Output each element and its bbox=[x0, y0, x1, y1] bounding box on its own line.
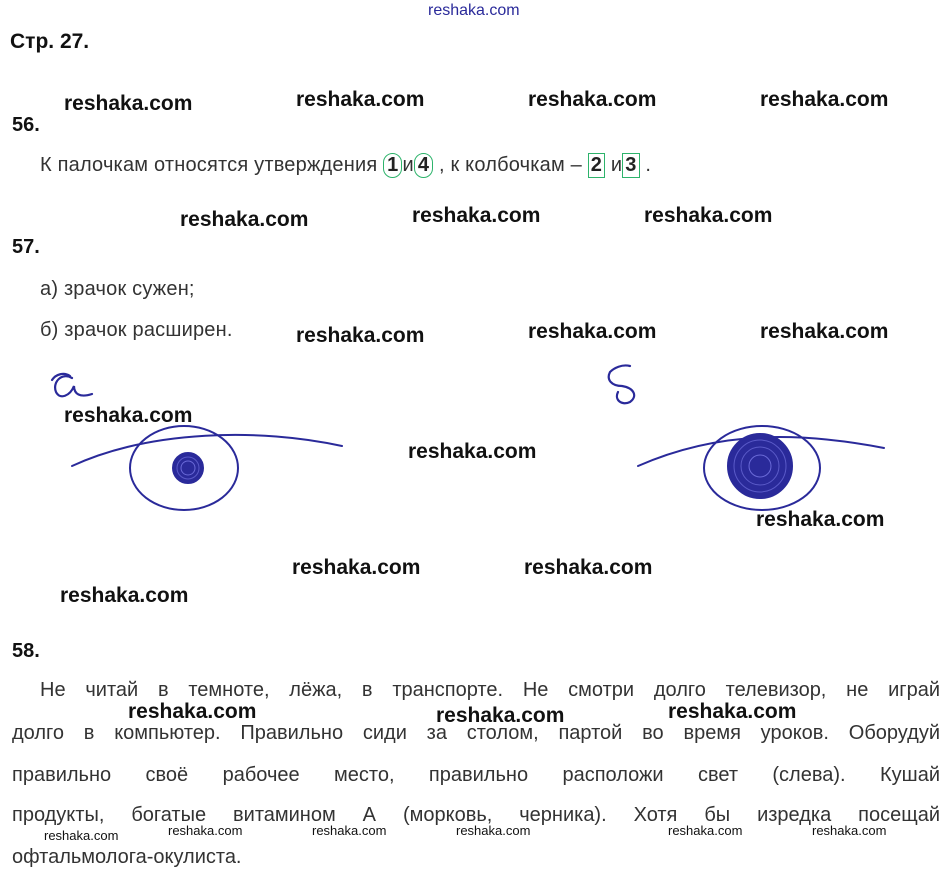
rod-answer-2: 4 bbox=[414, 153, 433, 178]
watermark-small: reshaka.com bbox=[44, 828, 119, 843]
watermark: reshaka.com bbox=[64, 92, 193, 115]
watermark: reshaka.com bbox=[668, 700, 797, 723]
cone-answer-2: 3 bbox=[622, 153, 639, 178]
rod-answer-1: 1 bbox=[383, 153, 402, 178]
watermark: reshaka.com bbox=[528, 88, 657, 111]
task-58-line-2-text: долго в компьютер. Правильно сиди за столом, партой во время уроков. Оборудуй bbox=[12, 722, 940, 744]
handwritten-letter-b bbox=[609, 365, 634, 403]
cone-answer-1: 2 bbox=[588, 153, 605, 178]
watermark: reshaka.com bbox=[296, 324, 425, 347]
watermark: reshaka.com bbox=[524, 556, 653, 579]
watermark-small: reshaka.com bbox=[668, 823, 743, 838]
watermark: reshaka.com bbox=[756, 508, 885, 531]
top-watermark: reshaka.com bbox=[428, 2, 520, 19]
watermark: reshaka.com bbox=[408, 440, 537, 463]
watermark-small: reshaka.com bbox=[812, 823, 887, 838]
and-word-2: и bbox=[610, 154, 623, 176]
watermark: reshaka.com bbox=[180, 208, 309, 231]
watermark-small: reshaka.com bbox=[312, 823, 387, 838]
task-56-number: 56. bbox=[12, 114, 40, 136]
task-57-number: 57. bbox=[12, 236, 40, 258]
watermark-small: reshaka.com bbox=[168, 823, 243, 838]
watermark: reshaka.com bbox=[292, 556, 421, 579]
watermark: reshaka.com bbox=[436, 704, 565, 727]
task-57-line-b: б) зрачок расширен. bbox=[40, 319, 233, 341]
task-58-line-4-text: продукты, богатые витамином А (морковь, черника). Хотя бы изредка посещай bbox=[12, 804, 940, 826]
watermark: reshaka.com bbox=[64, 404, 193, 427]
watermark: reshaka.com bbox=[296, 88, 425, 111]
watermark: reshaka.com bbox=[412, 204, 541, 227]
task-56-intro: К палочкам относятся утверждения bbox=[40, 154, 378, 176]
watermark: reshaka.com bbox=[760, 320, 889, 343]
task-57-line-a: а) зрачок сужен; bbox=[40, 278, 195, 300]
task-58-line-1 bbox=[40, 679, 940, 702]
watermark: reshaka.com bbox=[644, 204, 773, 227]
eye-a-constricted bbox=[72, 426, 342, 510]
task-58-line-3-text: правильно своё рабочее место, правильно расположи свет (слева). Кушай bbox=[12, 764, 940, 786]
task-58-line-5-text: офтальмолога-окулиста. bbox=[12, 846, 242, 868]
watermark: reshaka.com bbox=[128, 700, 257, 723]
handwritten-letter-a bbox=[52, 374, 92, 396]
watermark: reshaka.com bbox=[60, 584, 189, 607]
task-58-number: 58. bbox=[12, 640, 40, 662]
watermark-small: reshaka.com bbox=[456, 823, 531, 838]
watermark: reshaka.com bbox=[528, 320, 657, 343]
task-58-line-3 bbox=[12, 764, 940, 787]
task-58-line-1-text: Не читай в темноте, лёжа, в транспорте. Не смотри долго телевизор, не играй bbox=[40, 679, 940, 701]
and-word-1: и bbox=[402, 154, 414, 176]
eye-b-dilated bbox=[638, 426, 884, 510]
page-label: Стр. 27. bbox=[10, 30, 90, 53]
watermark: reshaka.com bbox=[760, 88, 889, 111]
task-56-middle: , к колбочкам – bbox=[438, 154, 582, 176]
task-58-line-5 bbox=[12, 846, 940, 869]
task-56-end: . bbox=[645, 154, 652, 176]
